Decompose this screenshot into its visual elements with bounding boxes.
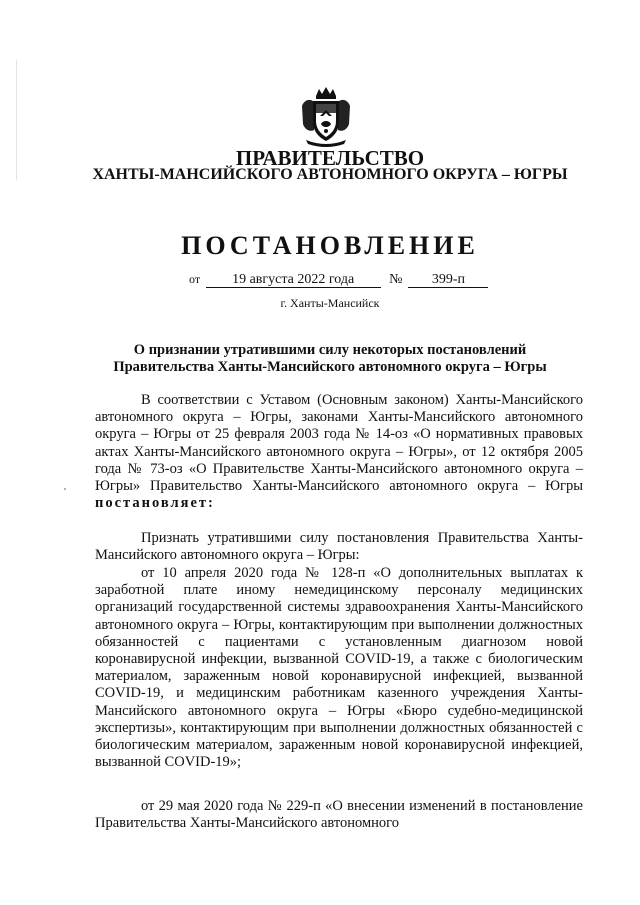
resolves-word: постановляет: xyxy=(95,495,215,512)
number-label: № xyxy=(389,272,403,287)
scan-edge-line xyxy=(16,60,17,180)
document-place: г. Ханты-Мансийск xyxy=(280,296,380,310)
preamble-text: В соответствии с Уставом (Основным законом) Ханты-Мансийского автономного округа – Югры, законами Ханты-Мансийского автономного округа – Югры от 25 февраля 2003 года № 14-оз «О нормативных правовых актах Ханты-Мансийского автономного округа – Югры», от 12 октября 2005 года № 73-оз «О Правительстве Ханты-Мансийского автономного округа – Югры» Правительство Ханты-Мансийского автономного округа – Югры xyxy=(95,392,583,495)
item-1-paragraph: от 10 апреля 2020 года № 128-п «О дополнительных выплатах к заработной плате иному немедицинскому персоналу медицинских организаций государственной системы здравоохранения Ханты-Мансийского автономного округа – Югры, контактирующим при выполнении должностных обязанностей с пациентами с установленным диагнозом новой коронавирусной инфекции, вызванной COVID-19, а также с биологическим материалом, зараженным новой коронавирусной инфекцией, вызванной COVID-19, и медицинским работникам казенного учреждения Ханты-Мансийского автономного округа – Югры «Бюро судебно-медицинской экспертизы», контактирующим при выполнении должностных обязанностей с биологическим материалом, зараженным новой коронавирусной инфекцией, вызванной COVID-19»; xyxy=(95,565,583,771)
document-number: 399-п xyxy=(408,272,488,288)
date-label: от xyxy=(189,272,201,286)
document-type: ПОСТАНОВЛЕНИЕ xyxy=(181,231,479,260)
document-date: 19 августа 2022 года xyxy=(206,272,381,288)
preamble-paragraph xyxy=(95,392,583,512)
date-number-row xyxy=(189,272,488,288)
heading-line-1: О признании утратившими силу некоторых постановлений xyxy=(133,342,527,358)
item-2-paragraph: от 29 мая 2020 года № 229-п «О внесении изменений в постановление Правительства Ханты-Мансийского автономного xyxy=(95,798,583,832)
document-heading xyxy=(10,342,640,376)
government-subtitle: ХАНТЫ-МАНСИЙСКОГО АВТОНОМНОГО ОКРУГА – ЮГРЫ xyxy=(92,166,568,183)
government-title: ПРАВИТЕЛЬСТВО xyxy=(235,146,425,170)
intro-paragraph: Признать утратившими силу постановления Правительства Ханты-Мансийского автономного округа – Югры: xyxy=(95,530,583,564)
coat-of-arms-icon xyxy=(300,86,352,148)
heading-line-2: Правительства Ханты-Мансийского автономного округа – Югры xyxy=(113,359,547,375)
scan-speck xyxy=(64,488,66,490)
